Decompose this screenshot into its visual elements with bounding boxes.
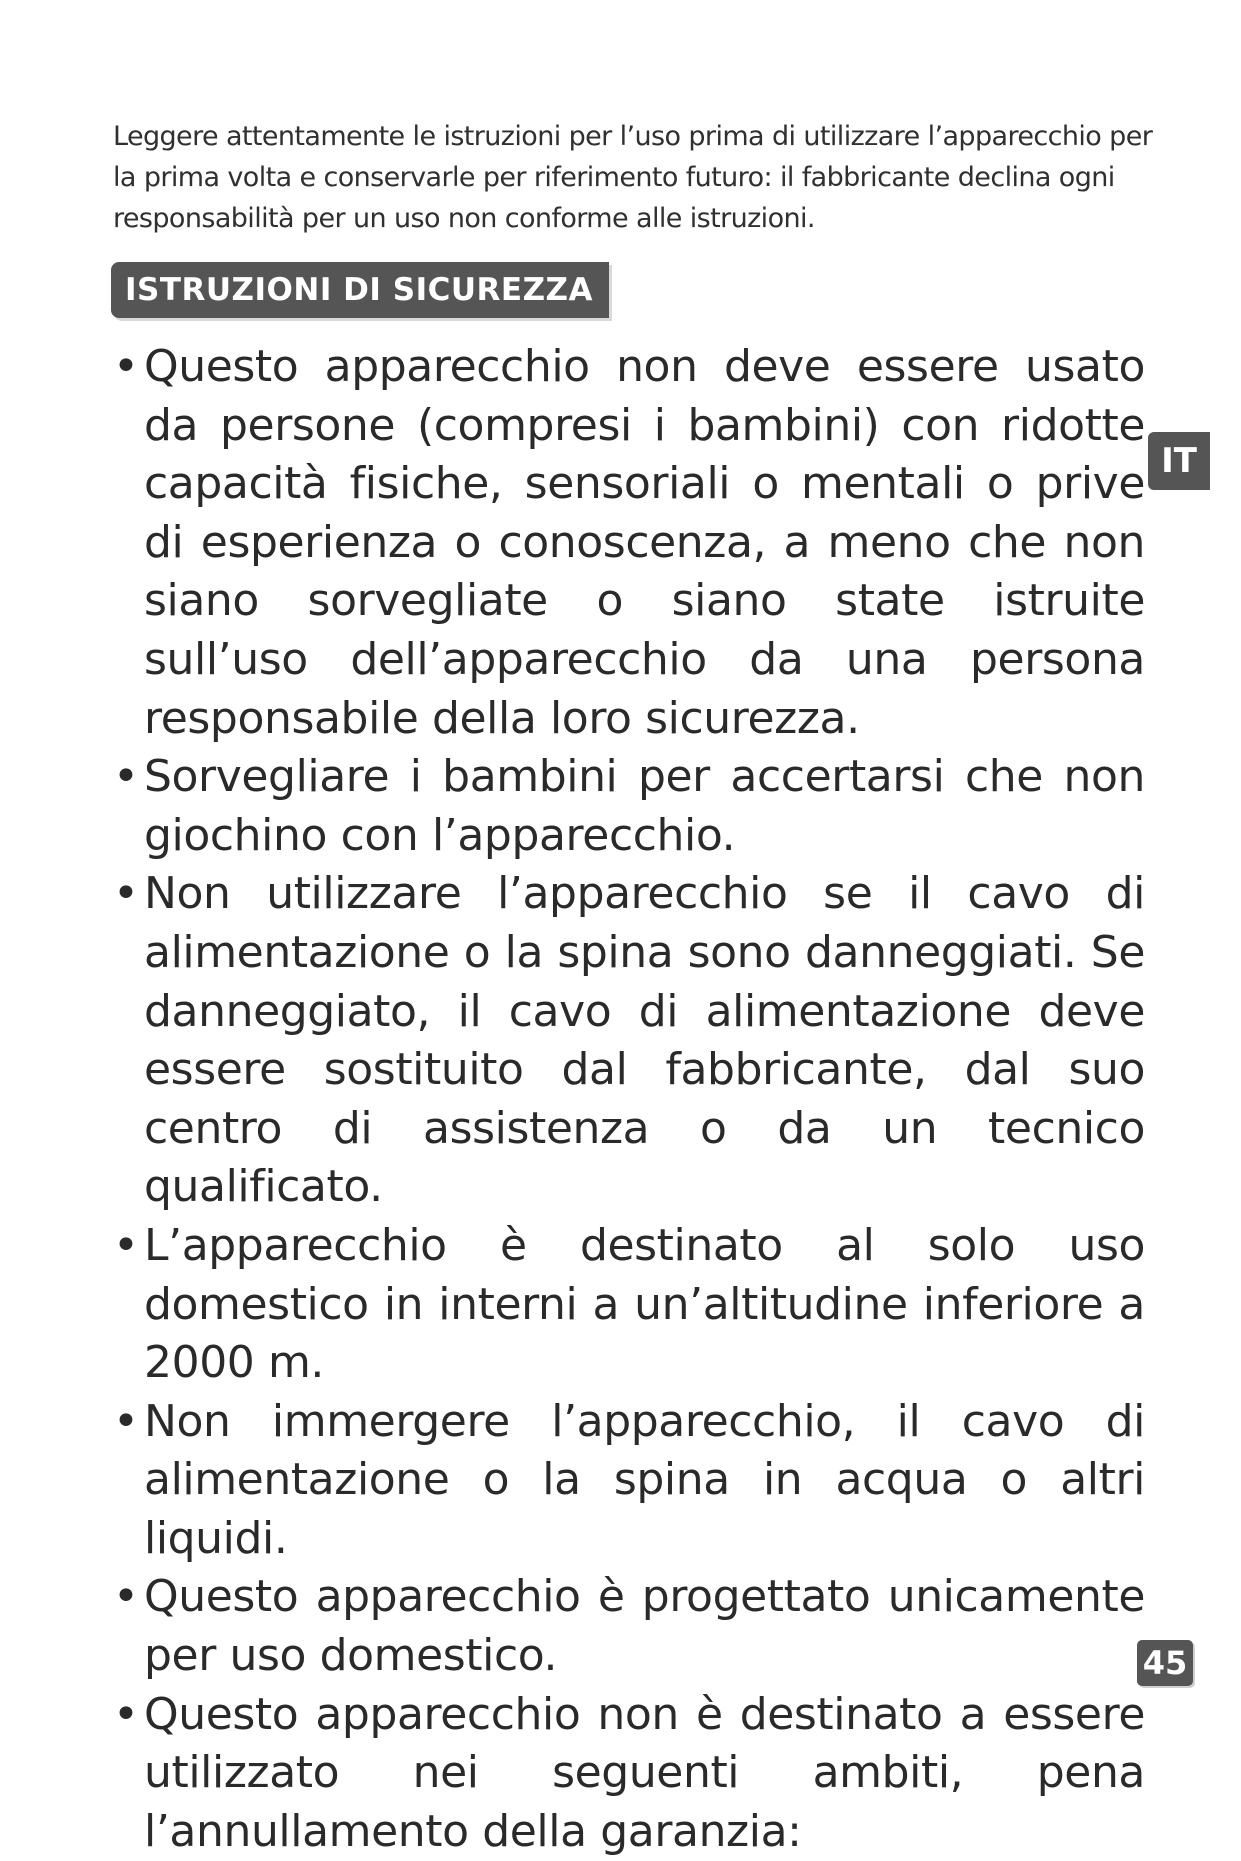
list-item-text: L’apparecchio è destinato al solo uso domestico in interni a un’altitudine inferiore a 2000 m. xyxy=(144,1219,1145,1389)
list-item xyxy=(113,1686,1145,1861)
list-item-text: Questo apparecchio non è destinato a essere utilizzato nei seguenti ambiti, pena l’annullamento della garanzia: xyxy=(144,1688,1145,1857)
list-item-text: Non utilizzare l’apparecchio se il cavo di alimentazione o la spina sono danneggiati. Se danneggiato, il cavo di alimentazione deve essere sostituito dal fabbricante, dal suo centro di assistenza o da un tecnico qualificato. xyxy=(144,868,1145,1213)
bullet-icon: • xyxy=(113,1395,139,1447)
safety-instructions-list xyxy=(113,338,1145,1861)
section-heading: ISTRUZIONI DI SICUREZZA xyxy=(111,262,609,318)
list-item-text: Sorvegliare i bambini per accertarsi che non giochino con l’apparecchio. xyxy=(144,751,1145,861)
list-item xyxy=(113,865,1145,1217)
bullet-icon: • xyxy=(113,1571,139,1623)
bullet-icon: • xyxy=(113,751,139,803)
list-item xyxy=(113,338,1145,748)
list-item-text: Questo apparecchio è progettato unicamente per uso domestico. xyxy=(144,1571,1145,1682)
bullet-icon: • xyxy=(113,1219,139,1271)
list-item xyxy=(113,748,1145,865)
language-tab: IT xyxy=(1148,432,1210,490)
bullet-icon: • xyxy=(113,1688,139,1740)
list-item xyxy=(113,1393,1145,1569)
list-item xyxy=(113,1217,1145,1393)
list-item-text: Questo apparecchio non deve essere usato da persone (compresi i bambini) con ridotte capacità fisiche, sensoriali o mentali o prive di esperienza o conoscenza, a meno che non siano sorvegliate o siano state istruite sull’uso dell’apparecchio da una persona responsabile della loro sicurezza. xyxy=(144,341,1145,744)
intro-paragraph: Leggere attentamente le istruzioni per l’uso prima di utilizzare l’apparecchio per la prima volta e conservarle per riferimento futuro: il fabbricante declina ogni responsabilità per un uso non conforme alle istruzioni. xyxy=(113,121,1153,234)
bullet-icon: • xyxy=(113,341,139,392)
page-number: 45 xyxy=(1137,1640,1193,1686)
bullet-icon: • xyxy=(113,868,139,920)
list-item xyxy=(113,1568,1145,1685)
list-item-text: Non immergere l’apparecchio, il cavo di alimentazione o la spina in acqua o altri liquidi. xyxy=(144,1395,1145,1564)
